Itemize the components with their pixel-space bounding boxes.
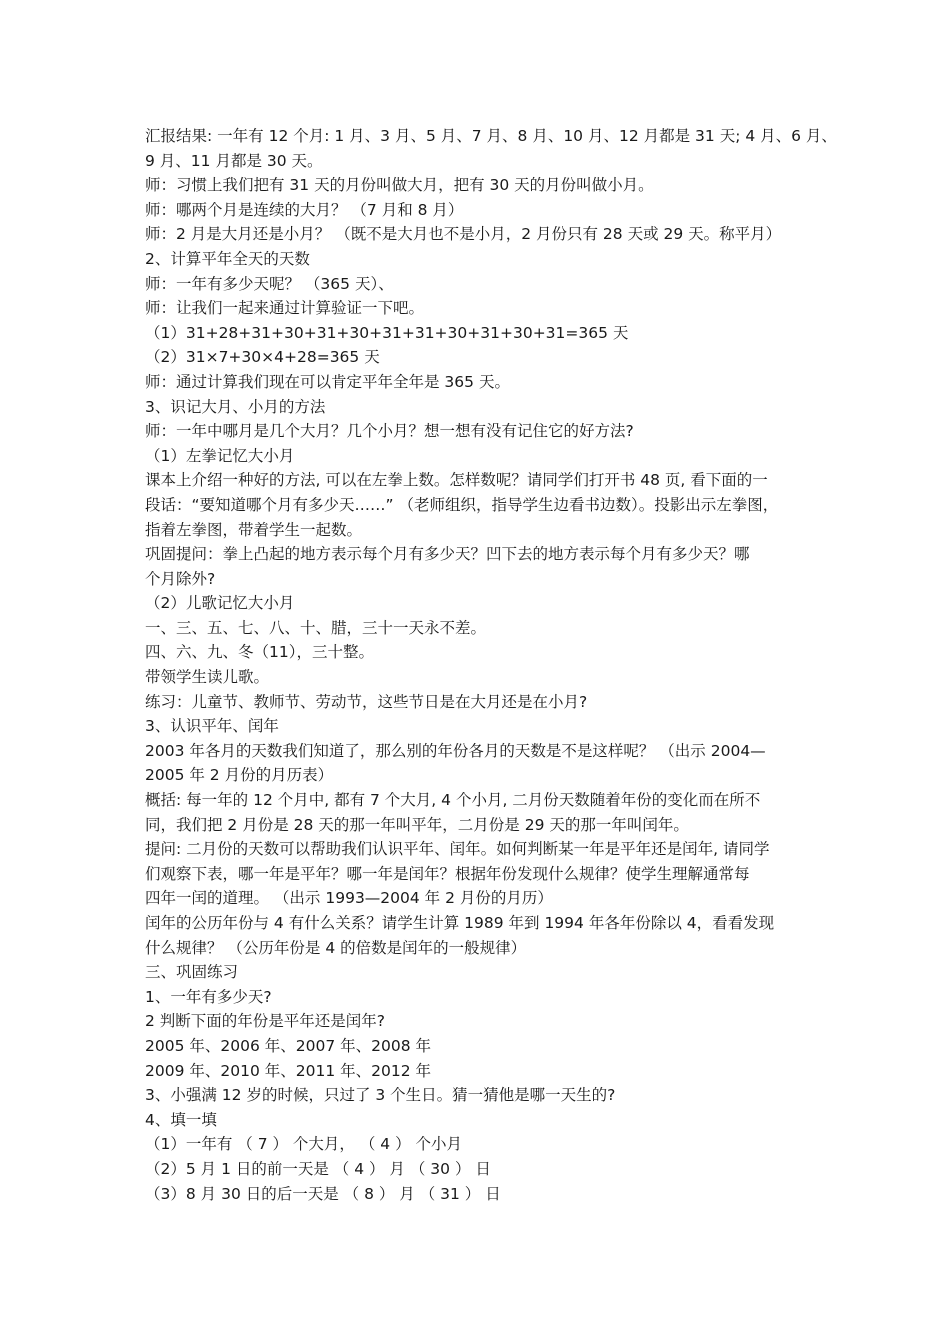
text-line: 什么规律？ （公历年份是 4 的倍数是闰年的一般规律） — [145, 938, 527, 957]
text-line: 师：一年有多少天呢？ （365 天）、 — [145, 274, 394, 293]
text-line: 个月除外? — [145, 569, 216, 588]
text-line: 四年一闰的道理。 （出示 1993—2004 年 2 月份的月历） — [145, 889, 553, 908]
text-line: （1）一年有 （ 7 ） 个大月， （ 4 ） 个小月 — [145, 1135, 463, 1154]
text-line: （1）31+28+31+30+31+30+31+31+30+31+30+31=365 天 — [145, 323, 629, 342]
text-line: 3、小强满 12 岁的时候，只过了 3 个生日。猜一猜他是哪一天生的? — [145, 1086, 616, 1105]
section-heading: 三、巩固练习 — [145, 963, 239, 982]
text-line: 们观察下表，哪一年是平年？哪一年是闰年？根据年份发现什么规律？使学生理解通常每 — [145, 864, 750, 883]
text-line: 4、填一填 — [145, 1110, 217, 1129]
section-heading: 2、计算平年全天的天数 — [145, 249, 310, 268]
text-line: 师：2 月是大月还是小月？ （既不是大月也不是小月，2 月份只有 28 天或 29 天。称平月） — [145, 225, 782, 244]
text-line: （2）儿歌记忆大小月 — [145, 594, 295, 613]
text-line: 师：让我们一起来通过计算验证一下吧。 — [145, 299, 425, 318]
text-line: 一、三、五、七、八、十、腊，三十一天永不差。 — [145, 618, 487, 637]
text-line: 9 月、11 月都是 30 天。 — [145, 151, 323, 170]
text-line: 师：一年中哪月是几个大月？几个小月？想一想有没有记住它的好方法? — [145, 422, 634, 441]
text-line: 练习：儿童节、教师节、劳动节，这些节日是在大月还是在小月? — [145, 692, 588, 711]
text-line: 1、一年有多少天? — [145, 987, 272, 1006]
text-line: 师：习惯上我们把有 31 天的月份叫做大月，把有 30 天的月份叫做小月。 — [145, 176, 654, 195]
text-line: 同，我们把 2 月份是 28 天的那一年叫平年，二月份是 29 天的那一年叫闰年。 — [145, 815, 689, 834]
text-line: 带领学生读儿歌。 — [145, 668, 270, 687]
text-line: 汇报结果: 一年有 12 个月: 1 月、3 月、5 月、7 月、8 月、10 月、12 月都是 31 天; 4 月、6 月、 — [145, 127, 837, 145]
text-line: （3）8 月 30 日的后一天是 （ 8 ） 月 （ 31 ） 日 — [145, 1184, 501, 1203]
text-line: 课本上介绍一种好的方法, 可以在左拳上数。怎样数呢？请同学们打开书 48 页, 看下面的一 — [145, 471, 768, 490]
text-line: 2 判断下面的年份是平年还是闰年? — [145, 1012, 386, 1031]
section-heading: 3、识记大月、小月的方法 — [145, 397, 326, 416]
section-heading: 3、认识平年、闰年 — [145, 717, 279, 736]
text-line: 2005 年 2 月份的月历表） — [145, 766, 334, 785]
text-line: 2005 年、2006 年、2007 年、2008 年 — [145, 1036, 431, 1055]
text-line: 段话：“要知道哪个月有多少天……” （老师组织，指导学生边看书边数）。投影出示左拳图， — [145, 495, 779, 514]
text-line: 师：哪两个月是连续的大月？ （7 月和 8 月） — [145, 200, 464, 219]
document-body — [145, 124, 837, 1206]
text-line: 师：通过计算我们现在可以肯定平年全年是 365 天。 — [145, 372, 510, 391]
text-line: 提问: 二月份的天数可以帮助我们认识平年、闰年。如何判断某一年是平年还是闰年, 请同学 — [145, 840, 770, 859]
text-line: （2）31×7+30×4+28=365 天 — [145, 348, 380, 367]
text-line: 概括: 每一年的 12 个月中, 都有 7 个大月, 4 个小月, 二月份天数随着年份的变化而在所不 — [145, 791, 761, 810]
text-line: 指着左拳图，带着学生一起数。 — [145, 520, 363, 539]
text-line: 2009 年、2010 年、2011 年、2012 年 — [145, 1061, 431, 1080]
text-line: 2003 年各月的天数我们知道了，那么别的年份各月的天数是不是这样呢？ （出示 2004— — [145, 741, 766, 760]
text-line: （1）左拳记忆大小月 — [145, 446, 295, 465]
text-line: （2）5 月 1 日的前一天是 （ 4 ） 月 （ 30 ） 日 — [145, 1159, 491, 1178]
text-line: 闰年的公历年份与 4 有什么关系？请学生计算 1989 年到 1994 年各年份除以 4，看看发现 — [145, 914, 775, 932]
text-line: 巩固提问：拳上凸起的地方表示每个月有多少天？凹下去的地方表示每个月有多少天？哪 — [145, 545, 750, 564]
text-line: 四、六、九、冬（11），三十整。 — [145, 643, 374, 662]
